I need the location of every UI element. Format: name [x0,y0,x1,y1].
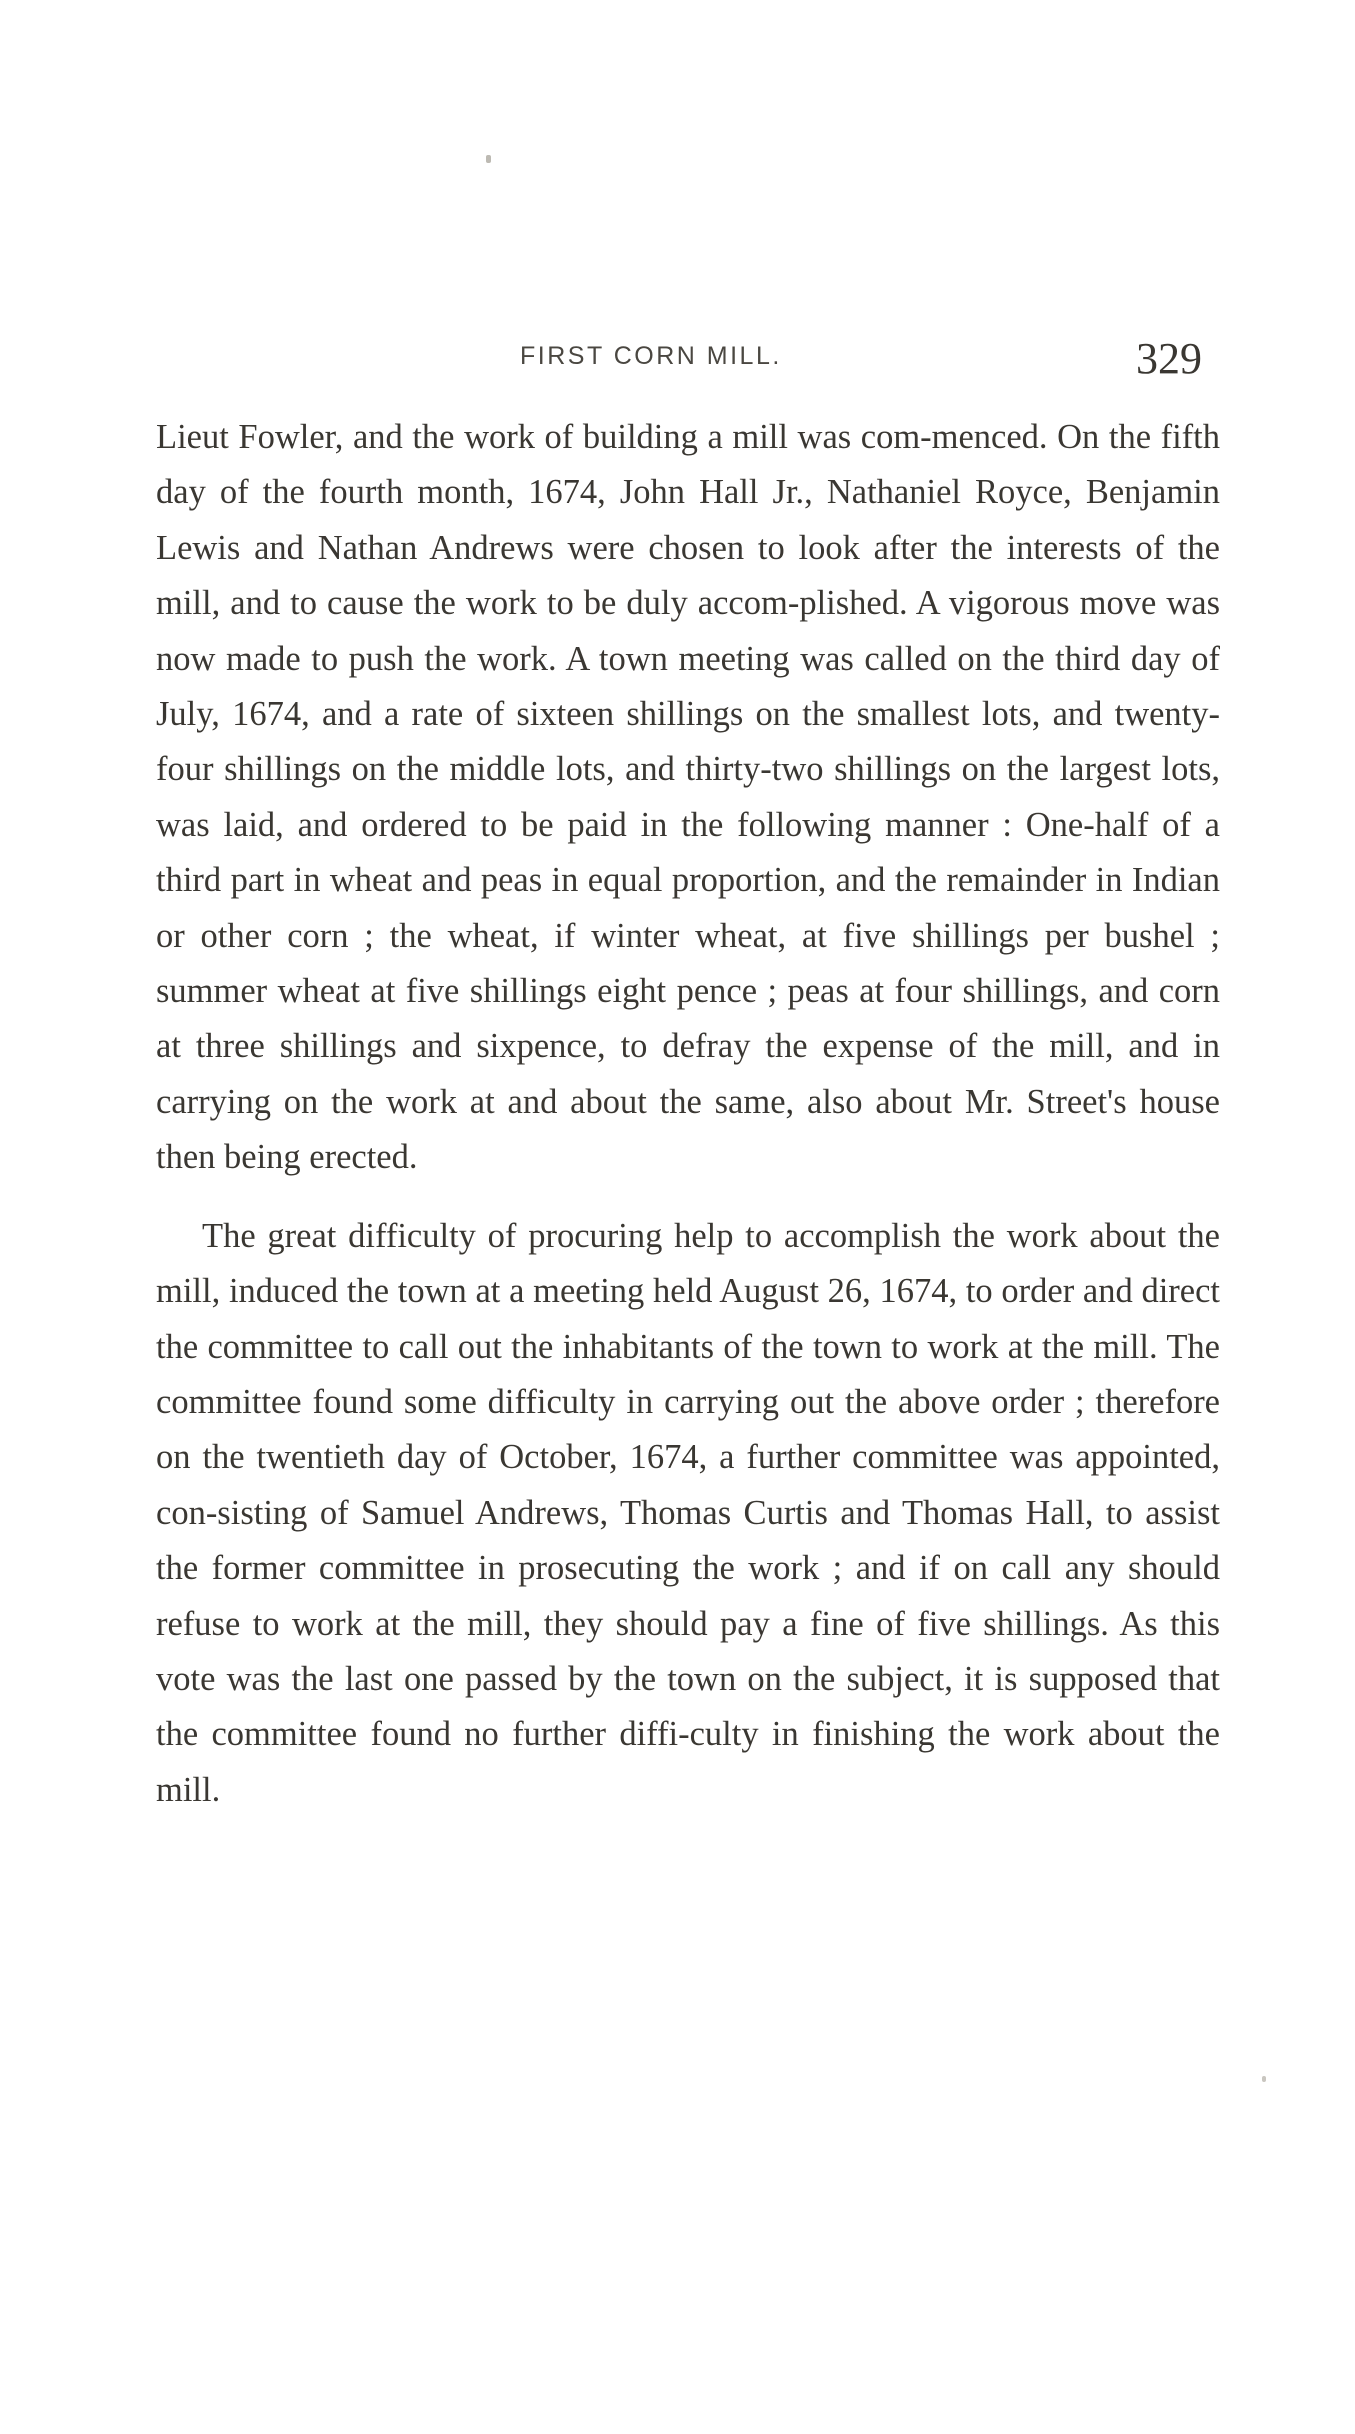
paragraph: The great difficulty of procuring help to accomplish the work about the mill, induced the town at a meeting held August 26, 1674, to order and direct the committee to call out the inhabitants of the town to work at the mill. The committee found some difficulty in carrying out the above order ; therefore on the twentieth day of October, 1674, a further committee was appointed, con-sisting of Samuel Andrews, Thomas Curtis and Thomas Hall, to assist the former committee in prosecuting the work ; and if on call any should refuse to work at the mill, they should pay a fine of five shillings. As this vote was the last one passed by the town on the subject, it is supposed that the committee found no further diffi-culty in finishing the work about the mill. [156,1216,1220,1809]
running-head [0,336,1355,396]
chapter-heading: FIRST CORN MILL. [520,342,782,370]
ink-speck [486,155,491,163]
paragraph: Lieut Fowler, and the work of building a mill was com-menced. On the fifth day of the fourth month, 1674, John Hall Jr., Nathaniel Royce, Benjamin Lewis and Nathan Andrews were chosen to look after the interests of the mill, and to cause the work to be duly accom-plished. A vigorous move was now made to push the work. A town meeting was called on the third day of July, 1674, and a rate of sixteen shillings on the smallest lots, and twenty-four shillings on the middle lots, and thirty-two shillings on the largest lots, was laid, and ordered to be paid in the following manner : One-half of a third part in wheat and peas in equal proportion, and the remainder in Indian or other corn ; the wheat, if winter wheat, at five shillings per bushel ; summer wheat at five shillings eight pence ; peas at four shillings, and corn at three shillings and sixpence, to defray the expense of the mill, and in carrying on the work at and about the same, also about Mr. Street's house then being erected. [156,418,1220,1177]
body-text [156,410,1220,1818]
page-number: 329 [1136,334,1202,383]
ink-speck [1262,2076,1266,2082]
